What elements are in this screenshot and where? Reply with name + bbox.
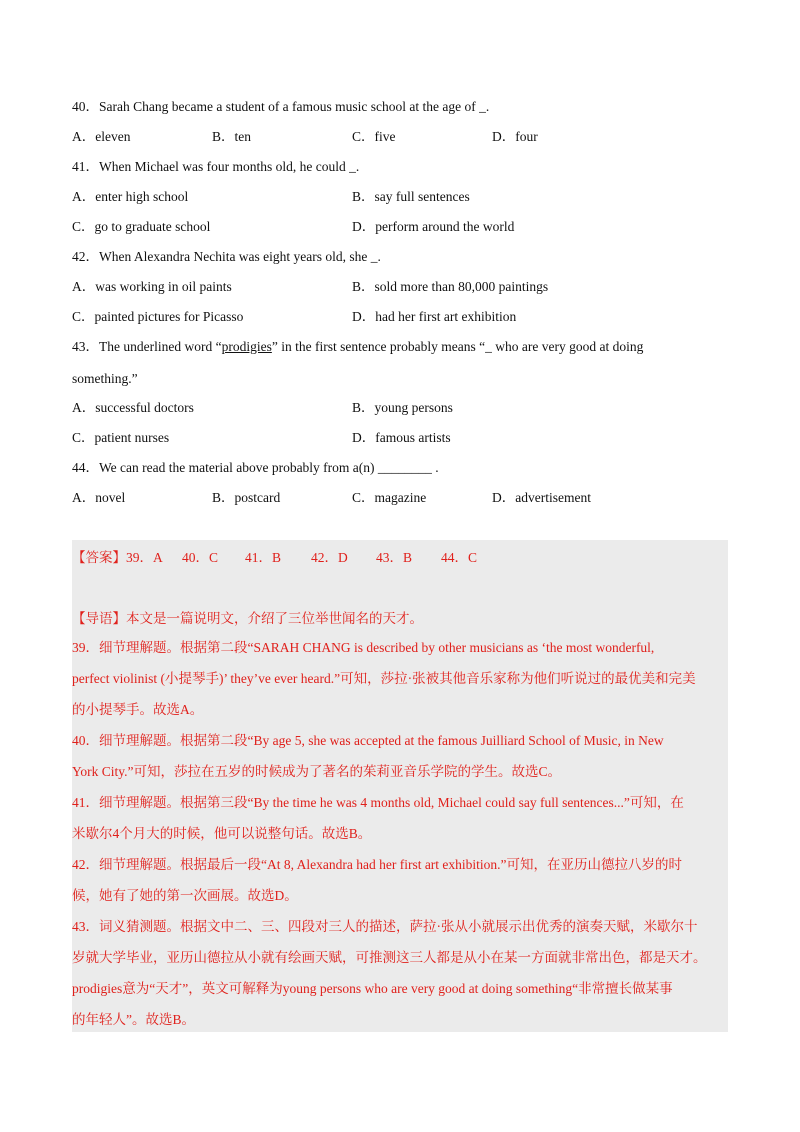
question-43-option-a: A．successful doctors	[72, 400, 194, 415]
question-41-stem: 41．When Michael was four months old, he could _.	[72, 159, 360, 174]
answer-42: 42．D	[311, 550, 348, 565]
underlined-word: prodigies	[221, 339, 272, 354]
explanation-line: perfect violinist (小提琴手)’ they’ve ever heard.”可知，莎拉·张被其他音乐家称为他们听说过的最优美和完美	[72, 671, 696, 686]
question-43-option-b: B．young persons	[352, 400, 453, 415]
explanation-line: 43．词义猜测题。根据文中二、三、四段对三人的描述，萨拉·张从小就展示出优秀的演奏天赋，米歇尔十	[72, 919, 698, 934]
question-44-option-c: C．magazine	[352, 490, 427, 505]
answer-40: 40．C	[182, 550, 219, 565]
explanation-line: 40．细节理解题。根据第二段“By age 5, she was accepted at the famous Juilliard School of Music, in New	[72, 733, 664, 748]
question-44-option-b: B．postcard	[212, 490, 281, 505]
question-40-option-a: A．eleven	[72, 129, 131, 144]
explanation-line: 41．细节理解题。根据第三段“By the time he was 4 months old, Michael could say full sentences...”可知，在	[72, 795, 684, 810]
question-40-option-d: D．four	[492, 129, 538, 144]
explanation-line: 42．细节理解题。根据最后一段“At 8, Alexandra had her first art exhibition.”可知，在亚历山德拉八岁的时	[72, 857, 683, 872]
answer-39: 39．A	[126, 550, 163, 565]
explanation-line: 候，她有了她的第一次画展。故选D。	[72, 888, 298, 903]
explanation-line: 的小提琴手。故选A。	[72, 702, 204, 717]
question-43-option-c: C．patient nurses	[72, 430, 170, 445]
explanation-line: 39．细节理解题。根据第二段“SARAH CHANG is described by other musicians as ‘the most wonderful,	[72, 640, 655, 655]
question-42-option-d: D．had her first art exhibition	[352, 309, 517, 324]
question-40-stem: 40．Sarah Chang became a student of a famous music school at the age of _.	[72, 99, 490, 114]
question-42-option-c: C．painted pictures for Picasso	[72, 309, 244, 324]
answer-43: 43．B	[376, 550, 413, 565]
answer-key	[72, 548, 477, 568]
question-43-stem-suffix: ” in the first sentence probably means “_ who are very good at doing	[271, 339, 644, 354]
question-43-stem-line2: something.”	[72, 371, 138, 386]
question-43-stem-prefix: 43．The underlined word “	[72, 339, 222, 354]
question-44-stem: 44．We can read the material above probably from a(n) ________ .	[72, 460, 439, 475]
question-44-option-d: D．advertisement	[492, 490, 591, 505]
question-42-stem: 42．When Alexandra Nechita was eight years old, she _.	[72, 249, 381, 264]
question-42-option-b: B．sold more than 80,000 paintings	[352, 279, 549, 294]
explanation-line: York City.”可知，莎拉在五岁的时候成为了著名的茱莉亚音乐学院的学生。故选C。	[72, 764, 562, 779]
explanation-line: 米歇尔4个月大的时候，他可以说整句话。故选B。	[72, 826, 372, 841]
question-41-option-a: A．enter high school	[72, 189, 189, 204]
explanation-line: 岁就大学毕业，亚历山德拉从小就有绘画天赋，可推测这三人都是从小在某一方面就非常出色，都是天才。	[72, 950, 707, 965]
question-40-option-b: B．ten	[212, 129, 251, 144]
answer-44: 44．C	[441, 550, 478, 565]
question-42-option-a: A．was working in oil paints	[72, 279, 232, 294]
question-43-stem	[72, 338, 643, 356]
answer-41: 41．B	[245, 550, 282, 565]
question-41-option-c: C．go to graduate school	[72, 219, 211, 234]
question-41-option-d: D．perform around the world	[352, 219, 515, 234]
explanation-line: prodigies意为“天才”，英文可解释为young persons who are very good at doing something“非常擅长做某事	[72, 981, 673, 996]
question-44-option-a: A．novel	[72, 490, 126, 505]
explanation-line: 的年轻人”。故选B。	[72, 1012, 195, 1027]
question-41-option-b: B．say full sentences	[352, 189, 470, 204]
answer-label: 【答案】	[72, 550, 126, 565]
question-40-option-c: C．five	[352, 129, 396, 144]
question-43-option-d: D．famous artists	[352, 430, 451, 445]
explanation-intro: 【导语】本文是一篇说明文，介绍了三位举世闻名的天才。	[72, 611, 423, 626]
